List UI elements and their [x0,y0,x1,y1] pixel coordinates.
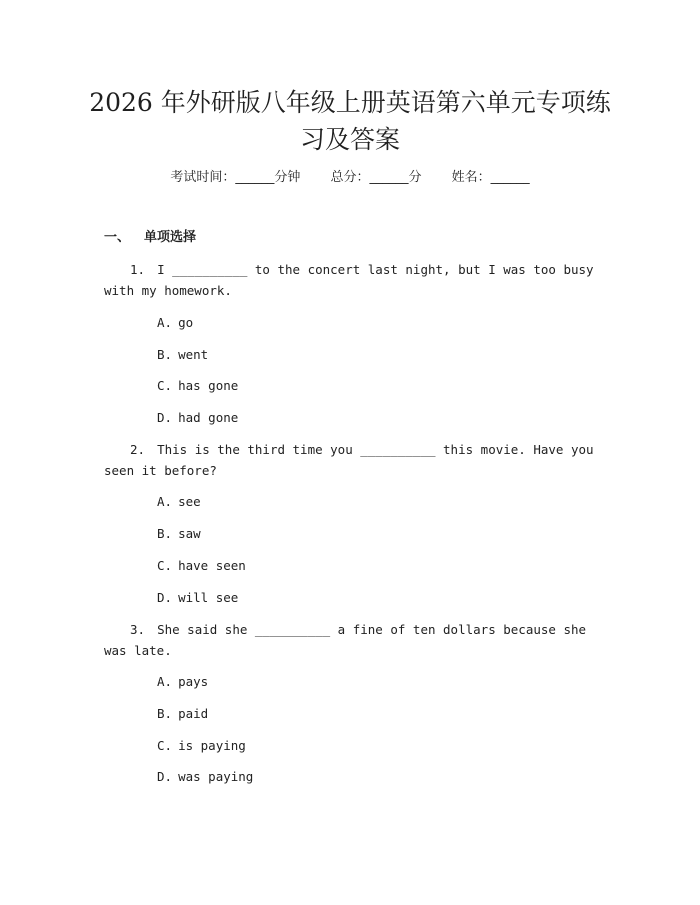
section-number: 一、 [104,230,131,245]
option-2a [157,493,201,511]
option-1b [157,346,208,364]
option-letter: A. [157,315,173,330]
option-3a [157,673,208,691]
option-letter: B. [157,706,173,721]
question-text: This is the third time you __________ this movie. Have you seen it before? [104,442,594,478]
question-text: She said she __________ a fine of ten dollars because she was late. [104,622,587,658]
option-text: was paying [178,769,254,784]
section-heading [104,229,196,247]
exam-info [0,169,700,187]
option-letter: B. [157,526,173,541]
question-text: I __________ to the concert last night, but I was too busy with my homework. [104,262,594,298]
option-letter: D. [157,769,173,784]
option-1a [157,314,193,332]
option-text: saw [178,526,201,541]
option-text: has gone [178,378,239,393]
option-letter: C. [157,738,173,753]
document-title: 2026 年外研版八年级上册英语第六单元专项练习及答案 [89,88,611,154]
option-text: see [178,494,201,509]
question-2 [104,439,594,481]
option-text: is paying [178,738,246,753]
option-text: have seen [178,558,246,573]
question-number: 3. [130,622,146,637]
option-1d [157,409,238,427]
option-letter: D. [157,410,173,425]
option-text: went [178,347,209,362]
option-3d [157,768,253,786]
option-text: had gone [178,410,239,425]
question-number: 2. [130,442,146,457]
exam-time: 考试时间：______分钟 [170,170,301,185]
option-text: go [178,315,194,330]
question-3 [104,619,594,661]
question-1 [104,259,594,301]
option-letter: A. [157,494,173,509]
option-1c [157,377,238,395]
section-title: 单项选择 [144,230,197,245]
option-letter: B. [157,347,173,362]
option-text: will see [178,590,239,605]
question-number: 1. [130,262,146,277]
student-name: 姓名：______ [451,170,530,185]
option-letter: C. [157,558,173,573]
option-letter: D. [157,590,173,605]
option-3c [157,737,246,755]
option-2c [157,557,246,575]
option-letter: A. [157,674,173,689]
option-text: paid [178,706,209,721]
option-letter: C. [157,378,173,393]
option-text: pays [178,674,209,689]
option-2b [157,525,201,543]
option-3b [157,705,208,723]
total-score: 总分：______分 [330,170,422,185]
option-2d [157,589,238,607]
